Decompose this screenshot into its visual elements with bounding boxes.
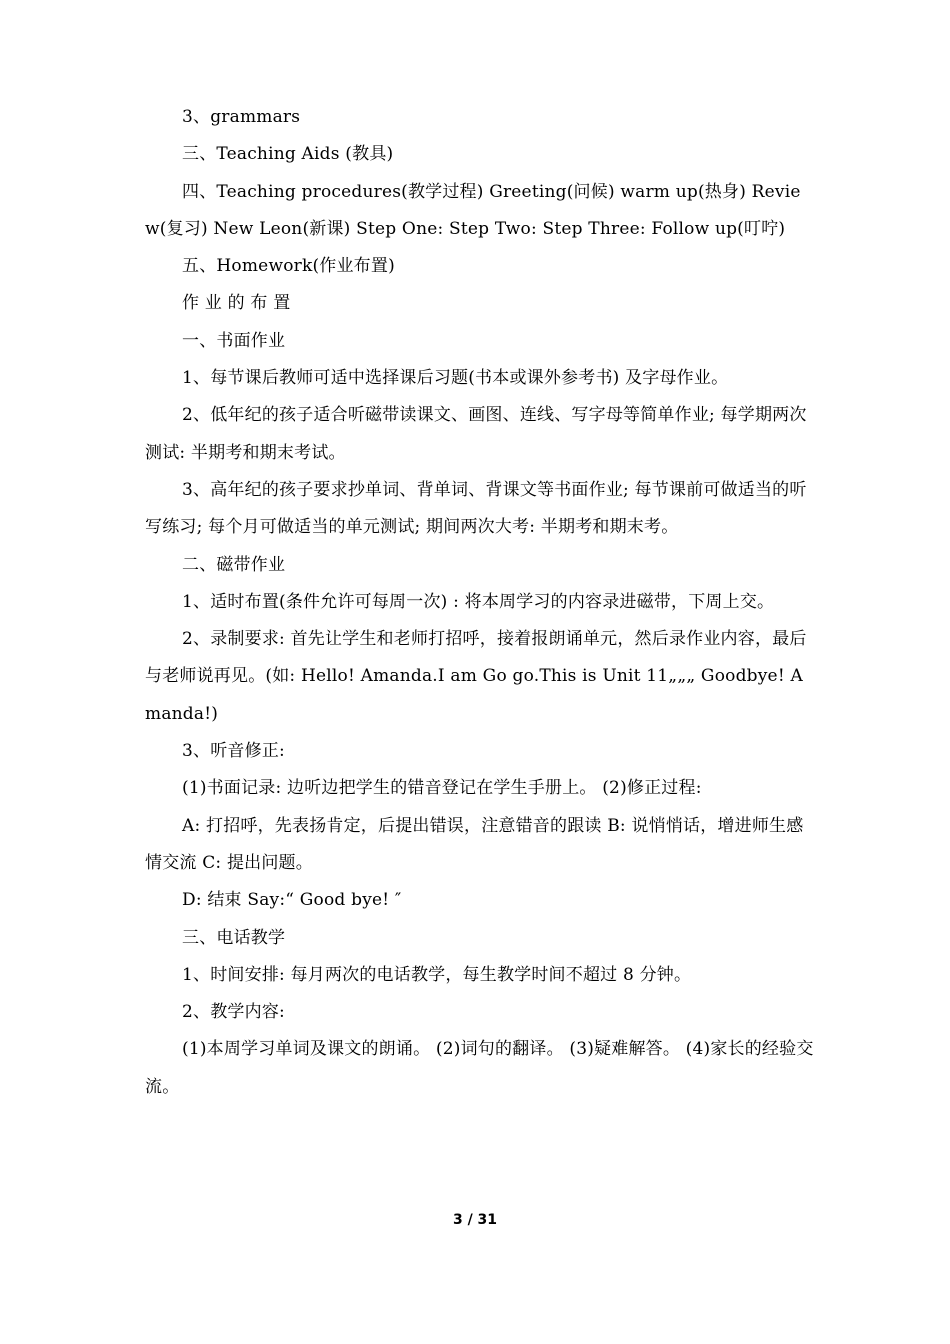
paragraph-tape-2: 2、录制要求: 首先让学生和老师打招呼，接着报朗诵单元，然后录作业内容，最后与老师说再见。(如: Hello! Amanda.I am Go go.This is Unit 11„„„ Goodbye! Amanda!) bbox=[145, 629, 807, 724]
paragraph-grammars: 3、grammars bbox=[182, 107, 301, 127]
paragraph-phone-1: 1、时间安排: 每月两次的电话教学，每生教学时间不超过 8 分钟。 bbox=[182, 964, 692, 985]
heading-phone-teaching: 三、电话教学 bbox=[182, 927, 286, 948]
paragraph-homework: 五、Homework(作业布置) bbox=[182, 256, 395, 277]
document-body bbox=[145, 99, 815, 1106]
section-title-homework-assignment: 作 业 的 布 置 bbox=[182, 293, 291, 314]
heading-tape-homework: 二、磁带作业 bbox=[182, 554, 286, 575]
paragraph-phone-2: 2、教学内容: bbox=[182, 1002, 285, 1023]
paragraph-tape-closing: D: 结束 Say:“ Good bye! ″ bbox=[182, 890, 402, 911]
paragraph-teaching-aids: 三、Teaching Aids (教具) bbox=[182, 144, 394, 165]
paragraph-written-1: 1、每节课后教师可适中选择课后习题(书本或课外参考书) 及字母作业。 bbox=[182, 368, 729, 389]
paragraph-teaching-procedures: 四、Teaching procedures(教学过程) Greeting(问候) warm up(热身) Review(复习) New Leon(新课) Step One: Step Two: Step Three: Follow up(叮咛) bbox=[145, 181, 801, 239]
paragraph-written-2: 2、低年纪的孩子适合听磁带读课文、画图、连线、写字母等简单作业; 每学期两次测试: 半期考和期末考试。 bbox=[145, 405, 807, 463]
paragraph-tape-1: 1、适时布置(条件允许可每周一次) : 将本周学习的内容录进磁带，下周上交。 bbox=[182, 591, 775, 612]
paragraph-phone-2-detail: (1)本周学习单词及课文的朗诵。 (2)词句的翻译。 (3)疑难解答。 (4)家长的经验交流。 bbox=[145, 1039, 814, 1097]
paragraph-written-3: 3、高年纪的孩子要求抄单词、背单词、背课文等书面作业; 每节课前可做适当的听写练习; 每个月可做适当的单元测试; 期间两次大考: 半期考和期末考。 bbox=[145, 479, 807, 538]
paragraph-tape-correction-steps: A: 打招呼，先表扬肯定，后提出错误，注意错音的跟读 B: 说悄悄话，增进师生感情交流 C: 提出问题。 bbox=[145, 815, 804, 873]
page-number: 3 / 31 bbox=[452, 1212, 498, 1228]
heading-written-homework: 一、书面作业 bbox=[182, 330, 286, 351]
paragraph-tape-3: 3、听音修正: bbox=[182, 741, 285, 762]
paragraph-tape-3-detail: (1)书面记录: 边听边把学生的错音登记在学生手册上。 (2)修正过程: bbox=[182, 778, 702, 799]
